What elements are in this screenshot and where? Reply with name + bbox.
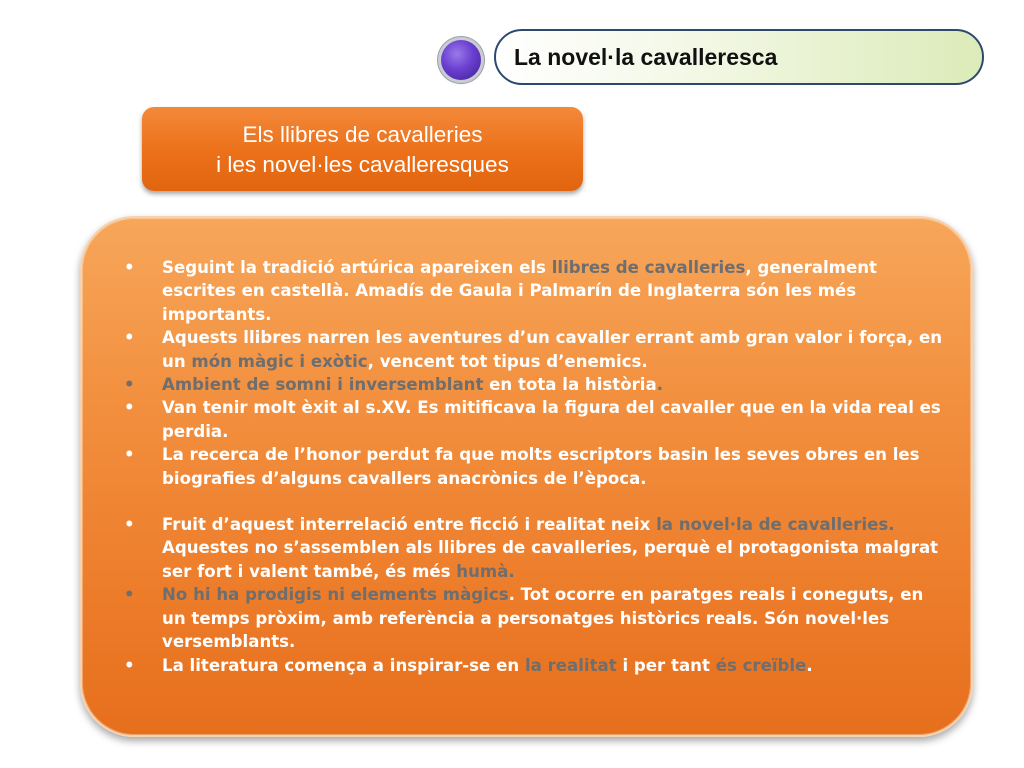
bullet-dot-icon: •	[124, 515, 135, 535]
highlighted-text: és creïble	[715, 655, 807, 675]
bullet-item	[82, 513, 971, 583]
highlighted-text: No hi ha prodigis ni elements màgics	[162, 585, 509, 605]
bullet-text: . Tot ocorre en paratges reals i coneguts, en un temps pròxim, amb referència a personatges històrics reals. Són novel·les versemblants.	[162, 585, 924, 652]
page-title: La novel·la cavalleresca	[514, 44, 778, 70]
highlighted-text: món màgic i exòtic	[191, 351, 368, 371]
bullet-text: Aquestes no s’assemblen als llibres de cavalleries, perquè el protagonista malgrat ser fort i valent també, és més	[162, 538, 939, 581]
bullet-text: Van tenir molt èxit al s.XV. Es mitificava la figura del cavaller que en la vida real es perdia.	[162, 398, 941, 441]
content-box	[80, 216, 973, 737]
bullet-text: .	[806, 655, 813, 675]
bullet-item	[82, 373, 971, 396]
highlighted-text: .	[656, 375, 664, 395]
bullet-dot-icon: •	[124, 585, 135, 605]
bullet-item	[82, 443, 971, 490]
highlighted-text: llibres de cavalleries	[551, 258, 746, 277]
bullet-item	[82, 583, 971, 653]
bullet-item	[82, 326, 971, 373]
bullet-text: Seguint la tradició artúrica apareixen els	[162, 258, 552, 277]
bullet-text: Fruit d’aquest interrelació entre ficció i realitat neix	[162, 515, 657, 535]
highlighted-text: humà.	[456, 561, 515, 581]
subtitle-box	[142, 107, 583, 191]
bullet-dot-icon: •	[124, 328, 135, 348]
bullet-list	[82, 256, 971, 677]
bullet-text: i per tant	[616, 655, 716, 675]
bullet-text: La literatura comença a inspirar-se en	[162, 655, 525, 675]
subtitle-line-1: Els llibres de cavalleries	[242, 122, 483, 147]
bullet-dot-icon: •	[124, 445, 135, 465]
bullet-text: , generalment escrites en castellà. Amadís de Gaula i Palmarín de Inglaterra són les més importants.	[162, 258, 877, 324]
bullet-dot-icon: •	[124, 655, 135, 675]
bullet-item	[82, 654, 971, 677]
highlighted-text: la realitat	[524, 655, 617, 675]
bullet-text: Aquests llibres narren les aventures d’un cavaller errant amb gran valor i força, en un	[162, 328, 943, 371]
title-pill	[494, 29, 984, 85]
bullet-item	[82, 256, 971, 326]
subtitle-line-2: i les novel·les cavalleresques	[216, 152, 509, 177]
highlighted-text: la novel·la de cavalleries.	[656, 515, 895, 535]
bullet-text: , vencent tot tipus d’enemics.	[367, 351, 648, 371]
bullet-item	[82, 396, 971, 443]
bullet-dot-icon: •	[124, 258, 135, 277]
bullet-text: La recerca de l’honor perdut fa que molts escriptors basin les seves obres en les biografies d’alguns cavallers anacrònics de l’època.	[162, 445, 920, 488]
purple-sphere-icon	[441, 40, 481, 80]
bullet-dot-icon: •	[124, 398, 135, 418]
bullet-dot-icon: •	[124, 375, 135, 395]
bullet-text: en tota la història	[483, 375, 657, 395]
highlighted-text: Ambient de somni i inversemblant	[162, 375, 484, 395]
